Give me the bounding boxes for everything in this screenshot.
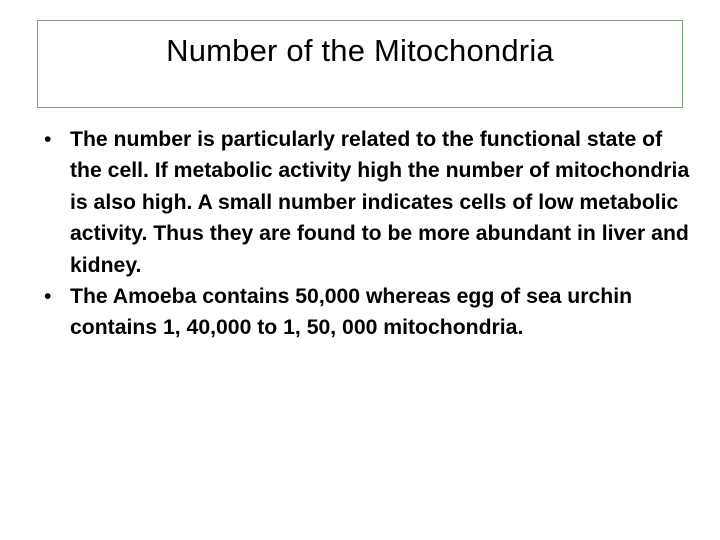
bullet-list <box>44 124 694 344</box>
slide-title: Number of the Mitochondria <box>166 33 554 68</box>
bullet-icon: • <box>44 285 52 309</box>
bullet-icon: • <box>44 128 52 151</box>
bullet-text-2: The Amoeba contains 50,000 whereas egg of sea urchin contains 1, 40,000 to 1, 50, 000 mitochondria. <box>70 285 633 340</box>
bullet-text-1: The number is particularly related to the functional state of the cell. If metabolic activity high the number of mitochondria is also high. A small number indicates cells of low metabolic activity. Thus they are found to be more abundant in liver and kidney. <box>70 128 690 277</box>
bullet-item-1 <box>44 124 694 281</box>
bullet-item-2 <box>44 281 694 344</box>
title-placeholder <box>37 20 683 108</box>
